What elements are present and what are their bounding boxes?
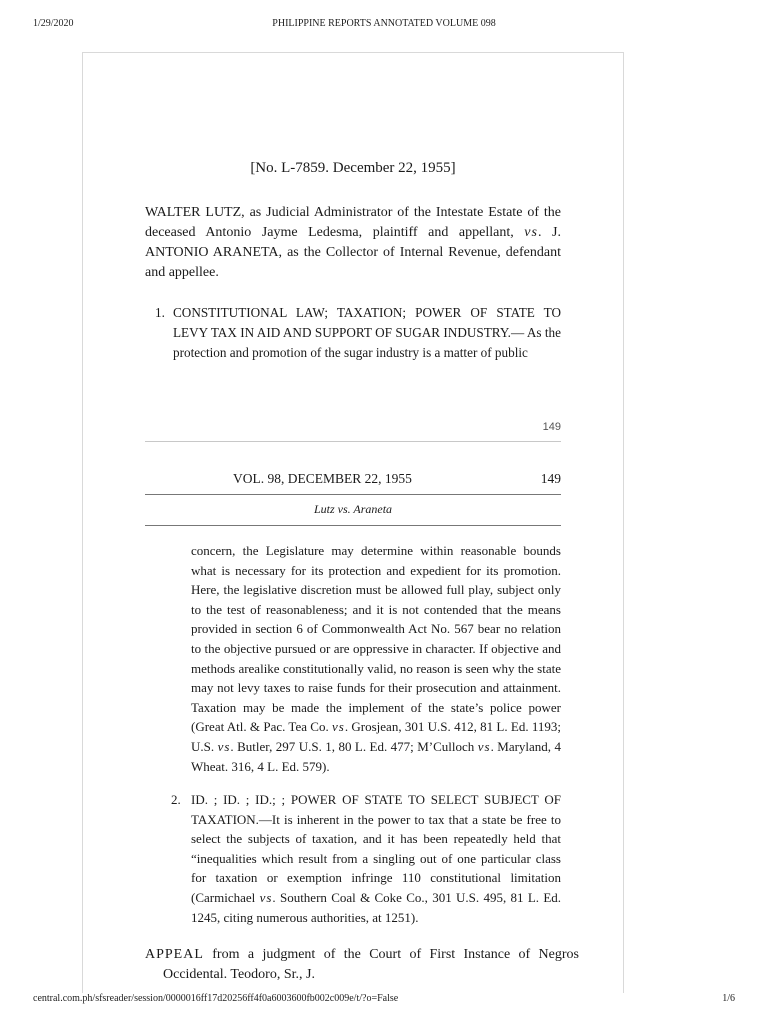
continuation-text: . Butler, 297 U.S. 1, 80 L. Ed. 477; M’Culloch <box>230 738 478 754</box>
print-url: central.com.ph/sfsreader/session/0000016ff17d20256ff4f0a6003600fb002c009e/t/?o=False <box>33 993 399 1004</box>
case-parties <box>145 203 561 283</box>
print-header <box>0 0 768 40</box>
syllabus-text: . Southern Coal & Coke Co., 301 U.S. 495, 81 L. Ed. 1245, citing numerous authorities, at 1251). <box>191 889 562 925</box>
syllabus-text: It is inherent in the power to tax that a state be free to select the subjects of taxation, and it has been repeatedly held that “inequalities which result from a singling out of one particular class for taxation or exemption infringe 110 constitutional limitation (Carmichael <box>191 811 561 905</box>
syllabus-heading: ID. ; ID. ; ID.; ; POWER OF STATE TO SELECT SUBJECT OF TAXATION.— <box>191 792 561 827</box>
print-date: 1/29/2020 <box>33 18 74 29</box>
appeal-paragraph <box>145 945 579 985</box>
running-head-rule <box>145 494 561 495</box>
running-head-rule-2 <box>145 525 561 526</box>
syllabus-item-2 <box>171 790 562 927</box>
page-divider <box>145 441 561 442</box>
case-number: [No. L-7859. December 22, 1955] <box>250 160 456 176</box>
vs-italic: vs <box>259 889 273 905</box>
syllabus-text: As the protection and promotion of the sugar industry is a matter of public <box>173 325 561 360</box>
parties-text-1: WALTER LUTZ, as Judicial Administrator of the Intestate Estate of the deceased Antonio Jayme Ledesma, plaintiff and appellant, <box>145 205 561 240</box>
appeal-lead: APPEAL <box>145 947 204 962</box>
vs-italic: vs <box>217 738 231 754</box>
syllabus-continuation <box>191 541 561 776</box>
continuation-text: concern, the Legislature may determine within reasonable bounds what is necessary for its protection and expedient for its promotion. Here, the legislative discretion must be allowed full play, subject only to the test of reasonableness; and it is not contended that the means provided in section 6 of Commonwealth Act No. 567 bear no relation to the objective pursued or are oppressive in character. If objective and methods arealike constitutionally valid, no reason is seen why the state may not levy taxes to raise funds for their prosecution and attainment. Taxation may be made the implement of the state’s police power (Great Atl. & Pac. Tea Co. <box>191 543 561 735</box>
appeal-text: from a judgment of the Court of First Instance of Negros Occidental. Teodoro, Sr., J. <box>163 947 579 982</box>
continuation-text: . Maryland, 4 Wheat. 316, 4 L. Ed. 579). <box>191 738 561 774</box>
syllabus-number: 2. <box>171 792 181 807</box>
page-marker: 149 <box>542 421 561 433</box>
running-head-title: Lutz vs. Araneta <box>313 502 393 516</box>
continuation-text: . Grosjean, 301 U.S. 412, 81 L. Ed. 1193; U.S. <box>191 719 561 754</box>
vs-italic: vs <box>524 225 538 240</box>
syllabus-heading: CONSTITUTIONAL LAW; TAXATION; POWER OF STATE TO LEVY TAX IN AID AND SUPPORT OF SUGAR INDUSTRY.— <box>173 305 561 340</box>
vs-italic: vs <box>477 738 491 754</box>
parties-text-2: . J. ANTONIO ARANETA, as the Collector of Internal Revenue, defendant and appellee. <box>145 225 561 280</box>
print-footer <box>0 990 768 1020</box>
syllabus-number: 1. <box>155 305 165 320</box>
print-page-count: 1/6 <box>722 993 735 1004</box>
document-page <box>82 52 624 993</box>
vs-italic: vs <box>332 719 345 735</box>
print-title: PHILIPPINE REPORTS ANNOTATED VOLUME 098 <box>272 18 496 29</box>
running-head-volume: VOL. 98, DECEMBER 22, 1955 <box>233 471 412 486</box>
running-head-page: 149 <box>540 471 561 486</box>
syllabus-item-1 <box>155 303 561 363</box>
